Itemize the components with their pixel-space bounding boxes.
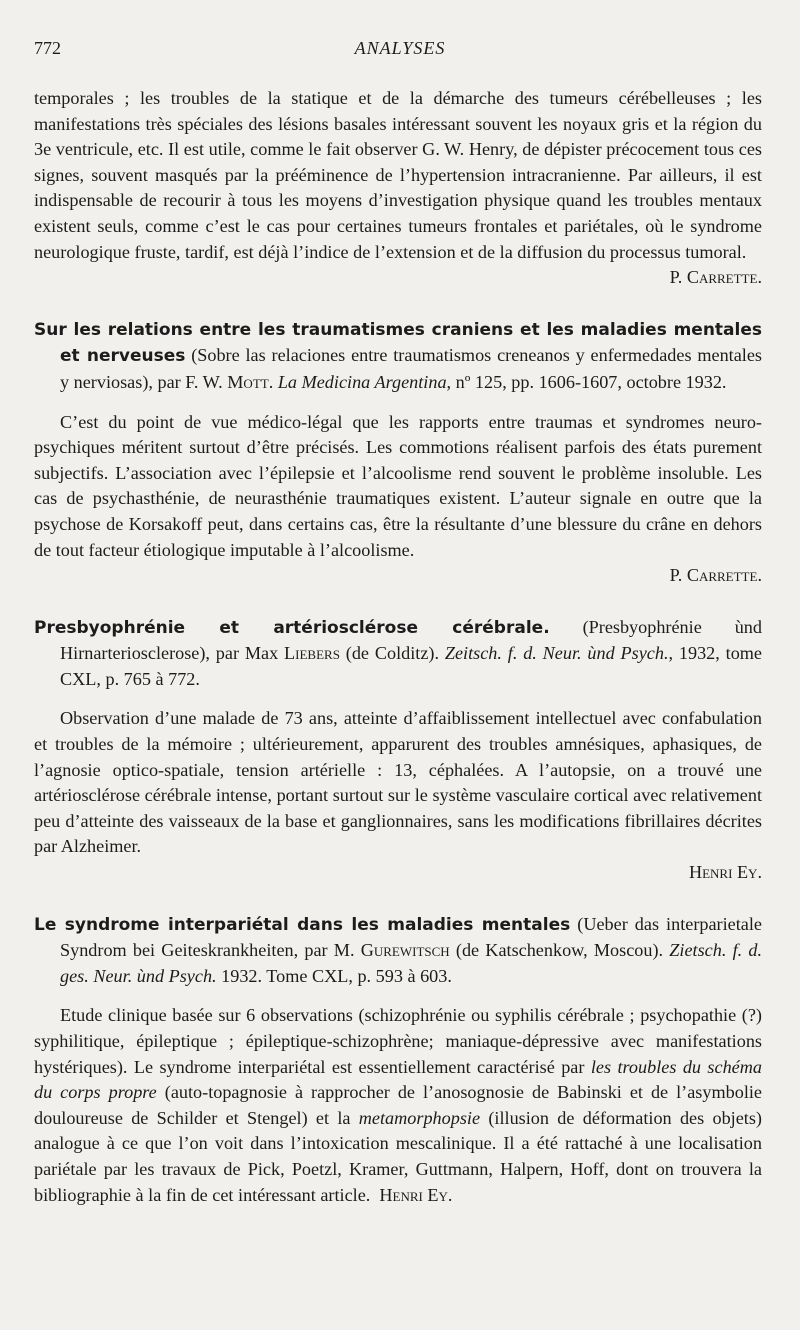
signature-text: Henri Ey. <box>688 862 762 883</box>
entry-reference: (Ueber das interparietale Syndrom bei Geiteskrankheiten, par M. <box>60 913 762 961</box>
intro-paragraph: temporales ; les troubles de la statique et de la démarche des tumeurs cérébelleuses ; les manifestations très spéciales des lésions basales intéressant souvent les noyaux gris et la région du 3e ventricule, etc. Il est utile, comme le fait observer G. W. Henry, de dépister précocement tous ces signes, souvent masqués par la prééminence de l’hypertension intracranienne. Par ailleurs, il est indispensable de recourir à tous les moyens d’investigation physique quand les troubles mentaux existent seuls, comme c’est le cas pour certaines tumeurs frontales et pariétales, où le syndrome neurologique fruste, tardif, est déjà l’indice de l’extension et de la diffusion du processus tumoral. <box>34 88 762 262</box>
body-text: Etude clinique basée sur 6 observations (schizophrénie ou syphilis cérébrale ; psychopathie (?) syphilitique, épileptique ; épileptique-schizophrène; maniaque-dépressive avec manifestations hystériques). Le syndrome interpariétal est essentiellement caractérisé par <box>34 1005 762 1077</box>
entry-heading <box>34 615 762 693</box>
body-emphasis: metamorphopsie <box>358 1107 481 1128</box>
entry-reference: , nº 125, pp. 1606-1607, octobre 1932. <box>446 371 727 392</box>
review-entry <box>34 317 762 589</box>
entry-title: Le syndrome interpariétal dans les maladies mentales <box>34 914 571 935</box>
entry-signature <box>34 860 762 886</box>
entry-reference: (de Katschenkow, Moscou). <box>449 940 670 961</box>
entry-reference: (Presbyophrénie ùnd Hirnarteriosclerose), par Max <box>60 616 762 664</box>
article-body <box>34 86 762 1208</box>
entry-reference: . <box>268 371 278 392</box>
entry-title: Sur les relations entre les traumatismes craniens et les maladies mentales et nerveuses <box>34 319 762 367</box>
entry-title: Presbyophrénie et artériosclérose cérébrale. <box>34 617 550 638</box>
entry-journal: La Medicina Argentina <box>277 371 447 392</box>
body-emphasis: les troubles du schéma du corps propre <box>34 1056 762 1103</box>
entry-body <box>34 1003 762 1208</box>
signature-text: P. Carrette. <box>669 565 762 586</box>
running-title: ANALYSES <box>354 38 446 58</box>
entry-reference: , 1932, tome CXL, p. 765 à 772. <box>60 643 763 689</box>
review-entry <box>34 615 762 886</box>
entry-signature <box>34 563 762 589</box>
signature-text: P. Carrette. <box>669 267 762 288</box>
review-entry <box>34 912 762 1209</box>
page-header <box>34 38 766 64</box>
intro-signature <box>34 265 762 291</box>
entry-journal: Zeitsch. f. d. Neur. ùnd Psych. <box>444 643 669 664</box>
entry-author: Gurewitsch <box>360 940 450 961</box>
body-text: (illusion de déformation des objets) analogue à ce que l’on voit dans l’intoxication mescalinique. Il a été rattaché à une localisation pariétale par les travaux de Pick, Poetzl, Kramer, Guttmann, Halpern, Hoff, dont on trouvera la bibliographie à la fin de cet intéressant article. <box>34 1107 762 1205</box>
body-text: (auto-topagnosie à rapprocher de l’anosognosie de Babinski et de l’asymbolie douloureuse de Schilder et Stengel) et la <box>34 1082 762 1128</box>
entry-author: Liebers <box>284 643 340 664</box>
entry-heading <box>34 317 762 396</box>
entry-reference: (de Colditz). <box>339 643 445 664</box>
entry-body: C’est du point de vue médico-légal que les rapports entre traumas et syndromes neuro-psychiques méritent surtout d’être précisés. Les commotions réalisent parfois des états purement subjectifs. L’association avec l’épilepsie et l’alcoolisme rend souvent le problème insoluble. Les cas de psychasthénie, de neurasthénie traumatiques existent. L’auteur signale en outre que la psychose de Korsakoff peut, dans certains cas, être la résultante d’une blessure du crâne en dehors de tout facteur étiologique imputable à l’alcoolisme. <box>34 411 762 560</box>
entry-author: Mott <box>227 371 269 392</box>
entry-signature: Henri Ey. <box>379 1184 453 1205</box>
page-number: 772 <box>34 38 61 58</box>
entry-body: Observation d’une malade de 73 ans, atteinte d’affaiblissement intellectuel avec confabulation et troubles de la mémoire ; ultérieurement, apparurent des troubles amnésiques, aphasiques, de l’agnosie optico-spatiale, tension artérielle : 13, céphalées. A l’autopsie, on a trouvé une artériosclérose cérébrale intense, portant surtout sur le système vasculaire cortical avec relativement peu d’atteinte des vaisseaux de la base et ganglionnaires, sans les modifications fibrillaires décrites par Alzheimer. <box>34 708 762 857</box>
entry-reference: (Sobre las relaciones entre traumatismos creneanos y enfermedades mentales y nerviosas), par F. W. <box>60 345 762 392</box>
entry-reference: 1932. Tome CXL, p. 593 à 603. <box>216 965 452 986</box>
entry-heading <box>34 912 762 990</box>
entry-journal: Zietsch. f. d. ges. Neur. ùnd Psych. <box>60 940 763 986</box>
